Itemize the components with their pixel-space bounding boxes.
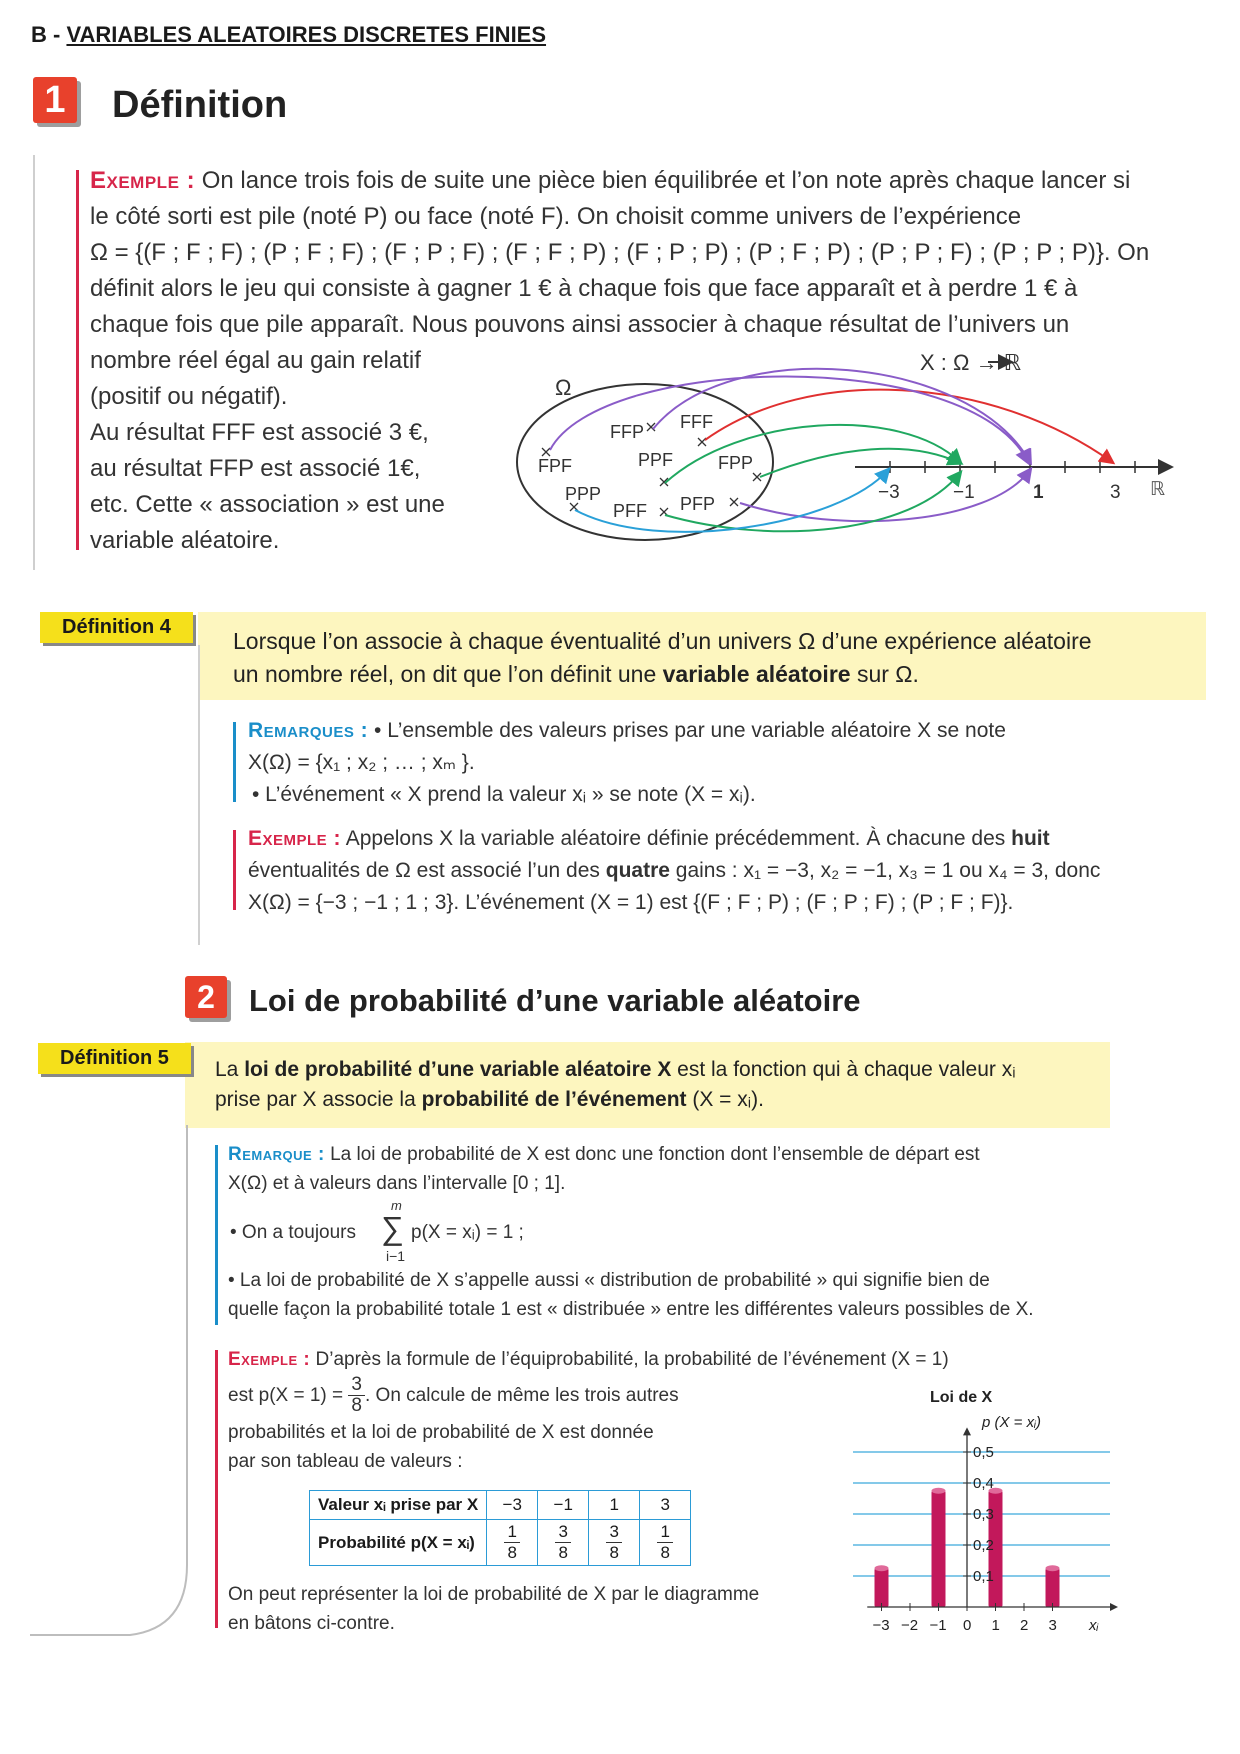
remark-label: Remarque : xyxy=(228,1144,325,1165)
x-tick-label: 2 xyxy=(1020,1617,1029,1634)
example4-keyword: quatre xyxy=(605,859,670,882)
remark-line: • L’événement « X prend la valeur xᵢ » se note (X = xᵢ). xyxy=(252,783,756,806)
chart-ylabel: p (X = xᵢ) xyxy=(982,1414,1041,1431)
example-5-footer xyxy=(228,1580,759,1638)
fraction-numerator: 3 xyxy=(348,1375,365,1396)
fraction-numerator: 1 xyxy=(504,1522,519,1543)
fraction xyxy=(348,1375,365,1416)
example-label: Exemple : xyxy=(248,827,342,850)
definition-4-text xyxy=(233,625,1092,691)
outcome-label: PFP xyxy=(680,494,716,514)
remark-line: • L’ensemble des valeurs prises par une variable aléatoire X se note xyxy=(374,719,1006,742)
omega-label: Ω xyxy=(555,375,572,400)
def5-text: est la fonction qui à chaque valeur xᵢ xyxy=(671,1058,1016,1081)
x-tick-label: 0 xyxy=(963,1617,972,1634)
table-cell xyxy=(589,1520,640,1566)
map-arrow xyxy=(760,449,960,477)
y-tick-label: 0,3 xyxy=(973,1506,994,1523)
section-number-2: 2 xyxy=(185,976,227,1018)
example5-line: On peut représenter la loi de probabilité de X par le diagramme xyxy=(228,1584,760,1605)
tick-label: −1 xyxy=(953,482,975,503)
example5-text: . On calcule de même les trois autres xyxy=(364,1385,679,1406)
outcome-label: PPF xyxy=(638,450,674,470)
remark-line: • On a toujours xyxy=(230,1222,356,1243)
reals-label: ℝ xyxy=(1150,479,1166,500)
example1-line: variable aléatoire. xyxy=(90,527,280,554)
def5-text: prise par X associe la xyxy=(215,1088,422,1111)
example1-line: chaque fois que pile apparaît. Nous pouvons ainsi associer à chaque résultat de l’univers un xyxy=(90,311,1070,338)
remark-bar xyxy=(215,1145,218,1325)
table-row xyxy=(310,1520,691,1566)
y-tick-label: 0,4 xyxy=(973,1475,994,1492)
example1-line: nombre réel égal au gain relatif xyxy=(90,347,421,374)
example1-line: etc. Cette « association » est une xyxy=(90,491,445,518)
remarks-4-block xyxy=(248,715,1006,811)
def4-text: un nombre réel, on dit que l’on définit une xyxy=(233,661,663,687)
example1-line: Au résultat FFF est associé 3 €, xyxy=(90,419,429,446)
bar xyxy=(875,1568,889,1607)
example4-text: éventualités de Ω est associé l’un des xyxy=(248,859,606,882)
section-title-2: Loi de probabilité d’une variable aléatoire xyxy=(249,983,861,1018)
outcome-label: PPP xyxy=(565,484,602,504)
def5-keyword: loi de probabilité d’une variable aléatoire X xyxy=(244,1058,672,1081)
example1-line: le côté sorti est pile (noté P) ou face (noté F). On choisit comme univers de l’expérience xyxy=(90,203,1022,230)
example5-line: D’après la formule de l’équiprobabilité, la probabilité de l’événement (X = 1) xyxy=(315,1349,949,1370)
tick-label: −3 xyxy=(878,482,900,503)
table-cell: 3 xyxy=(640,1491,691,1520)
tick-label: 3 xyxy=(1110,482,1121,503)
x-tick-label: −2 xyxy=(901,1617,919,1634)
table-cell xyxy=(640,1520,691,1566)
table-cell xyxy=(487,1520,538,1566)
table-cell: 1 xyxy=(589,1491,640,1520)
example4-keyword: huit xyxy=(1011,827,1050,850)
outcome-label: FPP xyxy=(718,453,754,473)
map-arrow xyxy=(665,425,960,483)
example-4-block xyxy=(248,823,1100,919)
def4-keyword: variable aléatoire xyxy=(662,661,851,687)
definition-5-badge: Définition 5 xyxy=(38,1043,191,1074)
example-bar xyxy=(215,1350,218,1628)
table-cell: −1 xyxy=(538,1491,589,1520)
definition-5-text xyxy=(215,1055,1016,1115)
x-tick-label: −1 xyxy=(929,1617,947,1634)
def4-line: Lorsque l’on associe à chaque éventualité d’un univers Ω d’une expérience aléatoire xyxy=(233,628,1092,654)
probability-table xyxy=(309,1490,691,1566)
outcome-label: FPF xyxy=(538,456,572,476)
example1-line: Ω = {(F ; F ; F) ; (P ; F ; F) ; (F ; P ; F) ; (F ; F ; P) ; (F ; P ; P) ; (P ; F ; P) ; (P ; P ; F) ; (P ; P ; P)}. On xyxy=(90,239,1150,266)
tick-label: 1 xyxy=(1033,482,1044,503)
x-tick-label: 3 xyxy=(1048,1617,1057,1634)
example5-text: est p(X = 1) = xyxy=(228,1385,349,1406)
fraction-denominator: 8 xyxy=(351,1395,362,1417)
bar xyxy=(1046,1568,1060,1607)
margin-curve xyxy=(30,1125,200,1645)
example1-line: définit alors le jeu qui consiste à gagner 1 € à chaque fois que face apparaît et à perdre 1 € à xyxy=(90,275,1078,302)
example5-line: probabilités et la loi de probabilité de X est donnée xyxy=(228,1422,654,1443)
bar-cap xyxy=(875,1565,889,1571)
example1-line: au résultat FFP est associé 1€, xyxy=(90,455,421,482)
x-axis-arrow xyxy=(1110,1603,1118,1611)
def5-keyword: probabilité de l’événement xyxy=(421,1088,687,1111)
sum-symbol: ∑ xyxy=(381,1210,404,1246)
fraction-denominator: 8 xyxy=(609,1543,619,1562)
example4-text: Appelons X la variable aléatoire définie précédemment. À chacune des xyxy=(345,827,1012,850)
chart-title: Loi de X xyxy=(930,1389,993,1406)
example5-line: par son tableau de valeurs : xyxy=(228,1451,463,1472)
header-prefix: B - xyxy=(31,22,67,47)
fraction-numerator: 1 xyxy=(657,1522,672,1543)
sum-lower: i−1 xyxy=(386,1248,406,1264)
remark-bar xyxy=(233,722,236,802)
table-row xyxy=(310,1491,691,1520)
example4-text: gains : x₁ = −3, x₂ = −1, x₃ = 1 ou x₄ = 3, donc xyxy=(669,859,1101,882)
fraction-denominator: 8 xyxy=(660,1543,670,1562)
mapping-label: X : Ω → ℝ xyxy=(920,350,1022,375)
remark-line: • La loi de probabilité de X s’appelle aussi « distribution de probabilité » qui signifie bien de xyxy=(228,1270,990,1291)
outcome-label: FFF xyxy=(680,412,713,432)
sum-formula xyxy=(228,1198,1128,1266)
example-label: Exemple : xyxy=(90,167,196,194)
bar-cap xyxy=(1046,1565,1060,1571)
table-header: Probabilité p(X = xᵢ) xyxy=(310,1520,487,1566)
bar-cap xyxy=(932,1488,946,1494)
y-tick-label: 0,1 xyxy=(973,1568,994,1585)
margin-line xyxy=(33,155,35,570)
remark-line: X(Ω) = {x₁ ; x₂ ; … ; xₘ }. xyxy=(248,751,475,774)
definition-line xyxy=(198,645,200,945)
example-bar xyxy=(76,170,79,550)
bar xyxy=(932,1491,946,1607)
fraction-denominator: 8 xyxy=(558,1543,568,1562)
map-arrow xyxy=(705,390,1112,462)
page-header xyxy=(31,22,546,48)
example1-line: (positif ou négatif). xyxy=(90,383,288,410)
def5-text: La xyxy=(215,1058,245,1081)
def5-text: (X = xᵢ). xyxy=(686,1088,764,1111)
remarks-label: Remarques : xyxy=(248,719,369,742)
example1-line: On lance trois fois de suite une pièce bien équilibrée et l’on note après chaque lancer si xyxy=(201,167,1131,194)
x-tick-label: 1 xyxy=(991,1617,1000,1634)
example-bar xyxy=(233,830,236,910)
sum-upper: m xyxy=(391,1198,402,1213)
def4-text: sur Ω. xyxy=(850,661,919,687)
fraction-denominator: 8 xyxy=(507,1543,517,1562)
example-label: Exemple : xyxy=(228,1349,311,1370)
map-arrow xyxy=(550,376,1028,462)
chart-xlabel: xᵢ xyxy=(1089,1617,1099,1634)
remark-5-block xyxy=(228,1140,1128,1324)
remark-line: La loi de probabilité de X est donc une fonction dont l’ensemble de départ est xyxy=(330,1144,980,1165)
probability-bar-chart xyxy=(845,1385,1125,1635)
section-title-1: Définition xyxy=(112,84,288,126)
header-title: VARIABLES ALEATOIRES DISCRETES FINIES xyxy=(66,22,547,47)
x-tick-label: −3 xyxy=(872,1617,890,1634)
example5-line: en bâtons ci-contre. xyxy=(228,1613,395,1634)
example-5-block xyxy=(228,1345,949,1476)
sum-expression: p(X = xᵢ) = 1 ; xyxy=(411,1222,524,1243)
remark-line: X(Ω) et à valeurs dans l’intervalle [0 ; 1]. xyxy=(228,1173,566,1194)
table-cell xyxy=(538,1520,589,1566)
fraction-numerator: 3 xyxy=(555,1522,570,1543)
fraction-numerator: 3 xyxy=(606,1522,621,1543)
y-axis-arrow xyxy=(963,1427,971,1435)
table-header: Valeur xᵢ prise par X xyxy=(310,1491,487,1520)
y-tick-label: 0,2 xyxy=(973,1537,994,1554)
outcome-label: PFF xyxy=(613,501,647,521)
outcome-label: FFP xyxy=(610,422,644,442)
table-cell: −3 xyxy=(487,1491,538,1520)
example4-line: X(Ω) = {−3 ; −1 ; 1 ; 3}. L’événement (X = 1) est {(F ; F ; P) ; (F ; P ; F) ; (P ; F ; F)}. xyxy=(248,891,1014,914)
y-tick-label: 0,5 xyxy=(973,1444,994,1461)
definition-4-badge: Définition 4 xyxy=(40,612,193,643)
section-number-1: 1 xyxy=(33,77,77,123)
remark-line: quelle façon la probabilité totale 1 est « distribuée » entre les différentes valeurs possibles de X. xyxy=(228,1299,1034,1320)
mapping-diagram xyxy=(510,345,1190,545)
